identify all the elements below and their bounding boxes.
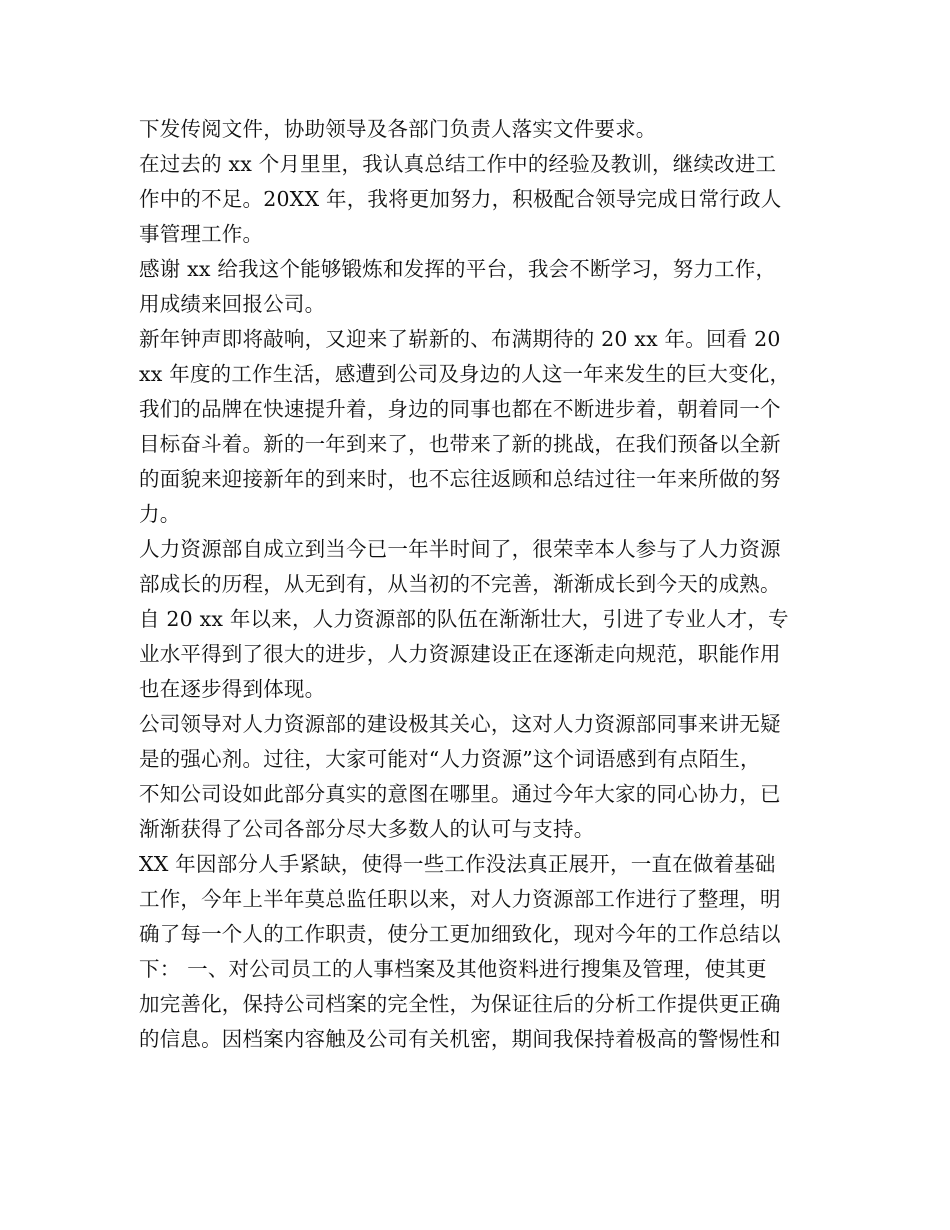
- text-line: 人力资源部自成立到当今已一年半时间了，很荣幸本人参与了人力资源: [139, 537, 781, 561]
- text-line: 下： 一、对公司员工的人事档案及其他资料进行搜集及管理，使其更: [139, 957, 767, 981]
- text-line: 业水平得到了很大的进步，人力资源建设正在逐渐走向规范，职能作用: [139, 642, 781, 666]
- text-line: 目标奋斗着。新的一年到来了，也带来了新的挑战，在我们预备以全新: [139, 432, 781, 456]
- text-line: 我们的品牌在快速提升着，身边的同事也都在不断进步着，朝着同一个: [139, 397, 781, 421]
- text-line: 自 20 xx 年以来，人力资源部的队伍在渐渐壮大，引进了专业人才，专: [139, 607, 789, 631]
- text-line: xx 年度的工作生活，感遭到公司及身边的人这一年来发生的巨大变化，: [139, 362, 791, 386]
- text-line: 部成长的历程，从无到有，从当初的不完善，渐渐成长到今天的成熟。: [139, 572, 781, 596]
- text-line: 工作，今年上半年莫总监任职以来，对人力资源部工作进行了整理，明: [139, 887, 781, 911]
- text-line: 下发传阅文件，协助领导及各部门负责人落实文件要求。: [139, 117, 657, 141]
- text-line: 用成绩来回报公司。: [139, 292, 326, 316]
- text-line: 感谢 xx 给我这个能够锻炼和发挥的平台，我会不断学习，努力工作，: [139, 257, 777, 281]
- text-line: 作中的不足。20XX 年，我将更加努力，积极配合领导完成日常行政人: [139, 187, 782, 211]
- text-line: 渐渐获得了公司各部分尽大多数人的认可与支持。: [139, 817, 595, 841]
- text-line: 在过去的 xx 个月里里，我认真总结工作中的经验及教训，继续改进工: [139, 152, 777, 176]
- text-line: 新年钟声即将敲响，又迎来了崭新的、布满期待的 20 xx 年。回看 20: [139, 327, 781, 351]
- text-line: 力。: [139, 502, 181, 526]
- text-line: 的面貌来迎接新年的到来时，也不忘往返顾和总结过往一年来所做的努: [139, 467, 781, 491]
- document-body: [139, 112, 829, 1057]
- text-line: 加完善化，保持公司档案的完全性，为保证往后的分析工作提供更正确: [139, 992, 781, 1016]
- text-line: XX 年因部分人手紧缺，使得一些工作没法真正展开，一直在做着基础: [139, 852, 776, 876]
- text-line: 公司领导对人力资源部的建设极其关心，这对人力资源部同事来讲无疑: [139, 712, 781, 736]
- text-line: 也在逐步得到体现。: [139, 677, 326, 701]
- text-line: 事管理工作。: [139, 222, 264, 246]
- text-line: 确了每一个人的工作职责，使分工更加细致化，现对今年的工作总结以: [139, 922, 781, 946]
- text-line: 不知公司设如此部分真实的意图在哪里。通过今年大家的同心协力，已: [139, 782, 781, 806]
- text-line: 是的强心剂。过往，大家可能对“人力资源”这个词语感到有点陌生，: [139, 747, 761, 771]
- text-line: 的信息。因档案内容触及公司有关机密，期间我保持着极高的警惕性和: [139, 1027, 781, 1051]
